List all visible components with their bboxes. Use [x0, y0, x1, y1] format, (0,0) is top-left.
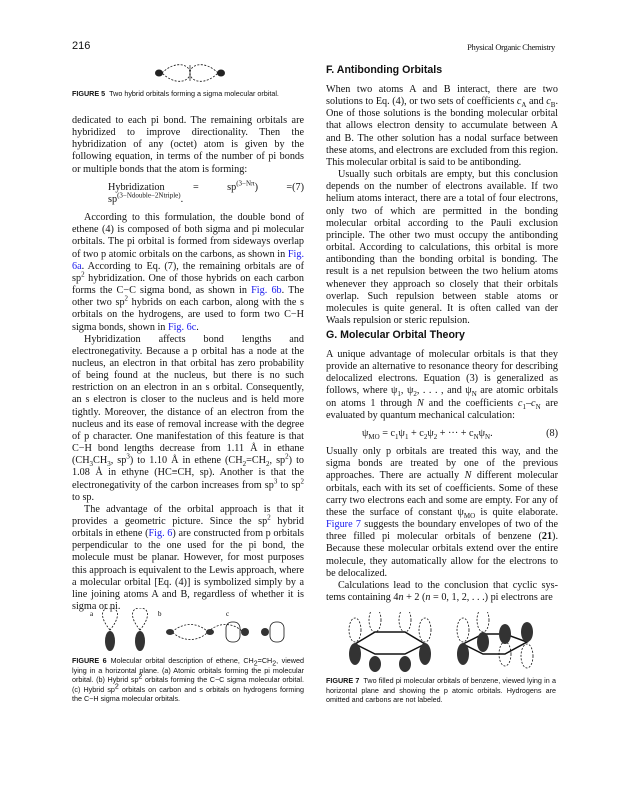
text-run: ) = sp [108, 181, 293, 205]
text-run: are evaluated by quantum mechanical calculation: [326, 397, 558, 421]
text-run: ) to 1.10 Å in ethene (CH [129, 455, 243, 467]
text-run: , . . . , and ψ [416, 385, 472, 397]
figure-link[interactable]: Fig. 6c [167, 321, 197, 333]
text-run: are atomic orbitals on atoms 1 through [326, 385, 559, 409]
text-run: , sp [269, 455, 286, 467]
paragraph [72, 504, 304, 613]
figure5-label: FIGURE 5 [72, 89, 106, 98]
text-run: suggests the boundary envelopes of two of the three filled pi molecular orbitals of benzene ( [326, 519, 558, 543]
text-sup: (3−N [236, 179, 252, 188]
text-run: ψ [478, 427, 486, 439]
text-i: c [546, 96, 551, 108]
running-head: Physical Organic Chemistry [467, 42, 555, 52]
text-run: ) are constructed from p orbitals perpendicular to the one used for the pi bond, the molecule must be planar. However, for most purposes this approach is equivalent to the Lewis approach, where a molecular orbital [Eq. (4)] is symbolized simply by a line joining atoms A and B, regardless of whether it is sigma or pi. [72, 528, 304, 613]
text-sup: 3 [126, 452, 130, 461]
caption-text: , viewed lying in a horizontal plane. (a) Atomic orbitals forming the pi molecular orbital. (b) Hybrid sp [72, 656, 304, 685]
text-run: ψ [398, 427, 405, 439]
text-i: N [416, 397, 424, 409]
text-run: + ··· + c [437, 427, 474, 439]
figure-link[interactable]: Figure 7 [326, 519, 361, 531]
text-run: ) to 1.08 Å in ethyne (HC≡CH, sp). Another is that the electronegativity of the carbon increases from sp [72, 455, 304, 491]
caption-text: =CH [257, 656, 273, 665]
figure6-panel-label-b: b [158, 610, 162, 618]
text-run: + c [408, 427, 424, 439]
text-sub: 2 [266, 460, 270, 469]
figure6-label: FIGURE 6 [72, 656, 107, 665]
figure7-benzene-orbitals-drawing [345, 612, 545, 672]
figure6-caption [72, 656, 304, 704]
text-sup: double [131, 191, 151, 200]
text-run: ψ [427, 427, 434, 439]
paragraph [326, 169, 558, 327]
caption-text: Molecular orbital description of ethene, CH [110, 656, 254, 665]
text-sup: (3−N [117, 191, 132, 200]
left-column-text [72, 115, 304, 613]
text-i: n [425, 591, 431, 603]
paragraph [326, 446, 558, 580]
text-sup: π [251, 179, 255, 188]
text-run: . [490, 427, 493, 439]
text-sub: 2 [423, 432, 428, 441]
text-run: . The other two sp [72, 285, 305, 309]
text-sub: 1 [397, 390, 401, 399]
text-run: A unique advantage of molecular orbitals is that they provide an alternative to resonance theory for describing delocalized electrons. Equation (3) is generalized as follows, where ψ [326, 349, 558, 397]
text-sup: triple [163, 191, 179, 200]
text-run: . One of those solutions is the bonding molecular orbital that allows electron density to accumulate between A and B. The other solution has a nodal surface between these atoms, and electrons are excluded from this region. This molecular orbital is said to be antibonding. [326, 96, 558, 168]
text-i: N [464, 470, 472, 482]
figure6-panel-label-c: c [226, 610, 230, 618]
text-run: , ψ [400, 385, 414, 397]
equation-body [362, 428, 493, 440]
text-run: . [196, 321, 199, 333]
page-number: 216 [72, 40, 91, 52]
text-sub: A [521, 101, 527, 110]
figure6-ethene-orbitals-drawing [88, 608, 288, 652]
figure7-caption [326, 676, 556, 705]
text-sub: N [535, 402, 541, 411]
text-sub: 1 [404, 432, 409, 441]
text-run: to sp [277, 479, 301, 491]
section-heading-g: G. Molecular Orbital Theory [326, 329, 465, 341]
text-sub: N [485, 432, 491, 441]
figure5-caption [72, 89, 312, 99]
paragraph [326, 349, 558, 422]
figure-link[interactable]: Fig. 6a [72, 248, 304, 272]
equation-number: (8) [546, 427, 558, 439]
text-run: = c [379, 427, 396, 439]
text-run: to sp. [72, 491, 95, 503]
text-run: CH [93, 455, 108, 467]
text-sup: −2N [150, 191, 164, 200]
text-run: hybrid orbitals in ethene ( [72, 516, 304, 540]
text-run: , sp [110, 455, 127, 467]
figure5-caption-text: Two hybrid orbitals forming a sigma molecular orbital. [109, 89, 279, 98]
section-f-text [326, 84, 558, 327]
text-run: Hybridization affects bond lengths and electronegativity. Because a p orbital has a node at the nucleus, an electron in that orbital has zero probability of being found at the nucleus, but there is no such restriction on an electron in an s orbital. Consequently, an s electron is closer to the nucleus and is held more tightly. Moreover, the distance of an electron from the nucleus and its ease of removal increase with the degree of p character. One manifestation of this feature is that C−H bond lengths decrease from 1.11 Å in ethane (CH [72, 333, 304, 467]
paragraph [72, 115, 304, 176]
text-sub: MO [463, 511, 476, 520]
text-sup: 2 [81, 270, 85, 279]
text-sub: 2 [413, 390, 417, 399]
text-run: is quite elaborate. [475, 506, 558, 518]
text-i: c [516, 96, 522, 108]
equation [72, 179, 304, 206]
text-run: =CH [246, 455, 266, 467]
text-sup: 2 [267, 513, 271, 522]
text-sup: ) [178, 191, 181, 200]
text-run: . [180, 193, 184, 205]
caption-sub: 2 [253, 660, 258, 668]
text-run: ). Because these molecular orbitals extend over the entire molecule, they automatically allow for the electrons to be delocalized. [326, 531, 558, 579]
text-sup: 2 [285, 452, 289, 461]
text-run: Hybridization = sp [108, 181, 237, 193]
text-sub: 2 [433, 432, 438, 441]
text-run: hybrids on each carbon, along with the s orbitals on the hydrogens, are used to form two C−H sigma bonds, shown in [72, 297, 304, 333]
text-run: = 0, 1, 2, . . .) pi electrons are [430, 591, 553, 603]
text-sup: 2 [300, 477, 305, 486]
text-sup: 2 [124, 294, 129, 303]
text-sub: 1 [395, 432, 399, 441]
text-i: c [517, 397, 523, 409]
figure7-caption-text: Two filled pi molecular orbitals of benzene, viewed lying in a horizontal plane and showing the p atomic orbitals. Hydrogens are omitted and carbons are not labeled. [326, 676, 556, 705]
figure-link[interactable]: Fig. 6b [251, 285, 282, 297]
paragraph [72, 334, 304, 504]
text-run: Usually only p orbitals are treated this way, and the sigma bonds are treated by one of the previous approaches. There are actually [326, 446, 558, 482]
text-sub: N [473, 432, 479, 441]
caption-sup: 2 [138, 673, 143, 681]
text-i: n [398, 591, 404, 603]
figure5-sigma-orbital-drawing [150, 62, 230, 84]
equation-number: (7) [292, 181, 304, 193]
text-sub: N [471, 390, 477, 399]
text-sub: 3 [89, 460, 94, 469]
text-run: + 2 ( [403, 591, 426, 603]
caption-sub: 2 [272, 660, 277, 668]
paragraph [72, 212, 304, 334]
text-run: and [526, 96, 547, 108]
text-sub: 2 [242, 460, 247, 469]
text-run: According to this formulation, the double bond of ethene (4) is composed of both sigma and pi molecular orbitals. The pi orbital is formed from sideways overlap of two p atomic orbitals on the carbons, as shown in [72, 212, 304, 260]
text-b: 21 [541, 531, 553, 543]
section-heading-f: F. Antibonding Orbitals [326, 64, 443, 76]
text-run: The advantage of the orbital approach is that it provides a geometric picture. Since the sp [72, 503, 304, 527]
paragraph [326, 84, 558, 169]
text-run: different molecular orbitals, each with its set of coefficients. Some of these carry two electrons each and some are empty. For any of these the surface of constant ψ [326, 470, 558, 518]
text-run: dedicated to each pi bond. The remaining orbitals are hybridized to improve directionality. Then the hybridization of any (octet) atom is given by the following equation, in terms of the number of pi bonds or multiple bonds that the atom is forming: [72, 115, 304, 175]
equation-body [108, 179, 293, 206]
text-run: – [525, 397, 532, 409]
text-run: hybridization. One of those hybrids on each carbon forms the C−C sigma bond, as shown in [72, 272, 304, 297]
paragraph [326, 580, 558, 604]
text-run: and the coefficients [423, 397, 518, 409]
text-sup: 3 [273, 477, 278, 486]
equation [326, 428, 558, 440]
text-run: . According to Eq. (7), the remaining orbitals are of sp [72, 260, 304, 284]
figure6-panel-label-a: a [90, 610, 94, 618]
text-i: c [531, 397, 536, 409]
text-run: When two atoms A and B interact, there are two solutions to Eq. (4), or two sets of coefficients [326, 84, 558, 108]
figure7-label: FIGURE 7 [326, 676, 360, 685]
text-run: ψ [362, 427, 369, 439]
caption-text: orbitals forming the C−C sigma molecular orbital. (c) Hybrid sp [72, 675, 304, 694]
text-sub: 3 [107, 460, 111, 469]
caption-sup: 2 [114, 683, 119, 691]
text-run: Usually such orbitals are empty, but this conclusion depends on the number of electrons available. If two helium atoms interact, there are a total of four electrons, only two of which are permitted in the bonding molecular orbital according to the Pauli exclusion principle. The other two must occupy the antibonding orbital. According to calculations, this orbital is more antibonding than the bonding orbital is bonding. The result is a net repulsion between the two helium atoms whenever they approach so closely that their orbitals overlap. Such repulsion between stable atoms or molecules is quite general. It is often called van der Waals repulsion or steric repulsion. [326, 169, 558, 326]
text-sub: 1 [522, 402, 526, 411]
figure-link[interactable]: Fig. 6 [148, 528, 173, 540]
caption-text: orbitals on carbon and s orbitals on hydrogens forming the C−H sigma molecular orbitals. [72, 684, 304, 704]
text-run: Calculations lead to the conclusion that cyclic systems containing 4 [326, 579, 558, 603]
text-sub: B [550, 101, 556, 110]
section-g-text [326, 349, 558, 604]
text-sub: MO [368, 432, 380, 441]
